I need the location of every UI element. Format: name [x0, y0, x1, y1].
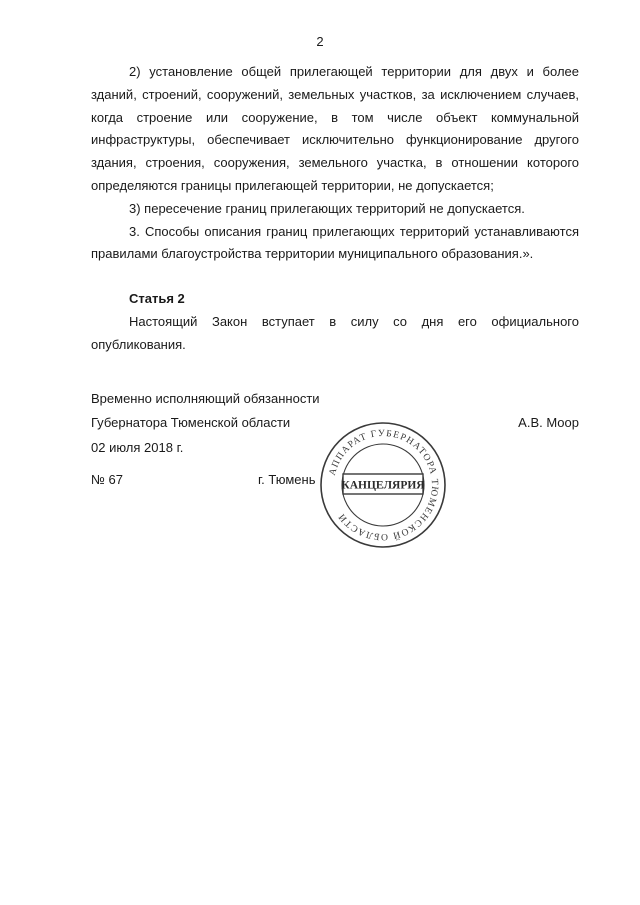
- signatory-title-line-1: Временно исполняющий обязанности: [91, 391, 320, 406]
- stamp-center-text: КАНЦЕЛЯРИЯ: [341, 479, 425, 492]
- paragraph-article-2: Настоящий Закон вступает в силу со дня его официального опубликования.: [91, 313, 579, 352]
- paragraph-item-3: 3) пересечение границ прилегающих территорий не допускается.: [129, 200, 525, 216]
- document-body: [91, 61, 579, 357]
- page-number: 2: [316, 34, 324, 49]
- official-stamp: [318, 420, 448, 550]
- spacer: [91, 266, 579, 288]
- paragraph-point-3: 3. Способы описания границ прилегающих территорий устанавливаются правилами благоустройства территории муниципального образования.».: [91, 223, 579, 262]
- article-heading: Статья 2: [129, 291, 185, 307]
- signatory-name: А.В. Моор: [518, 415, 579, 430]
- signing-city: г. Тюмень: [258, 472, 316, 487]
- signing-date: 02 июля 2018 г.: [91, 440, 184, 455]
- paragraph-item-2: 2) установление общей прилегающей территории для двух и более зданий, строений, сооружений, земельных участков, за исключением случаев, когда строение или сооружение, в том числе объект коммунальной инфраструктуры, обеспечивает исключительно функционирование другого здания, строения, сооружения, земельного участка, в отношении которого определяются границы прилегающей территории, не допускается;: [91, 64, 579, 193]
- stamp-ring-text: АППАРАТ ГУБЕРНАТОРА ТЮМЕНСКОЙ ОБЛАСТИ: [326, 427, 441, 543]
- signatory-title-line-2: Губернатора Тюменской области: [91, 415, 291, 430]
- document-number: № 67: [91, 472, 124, 487]
